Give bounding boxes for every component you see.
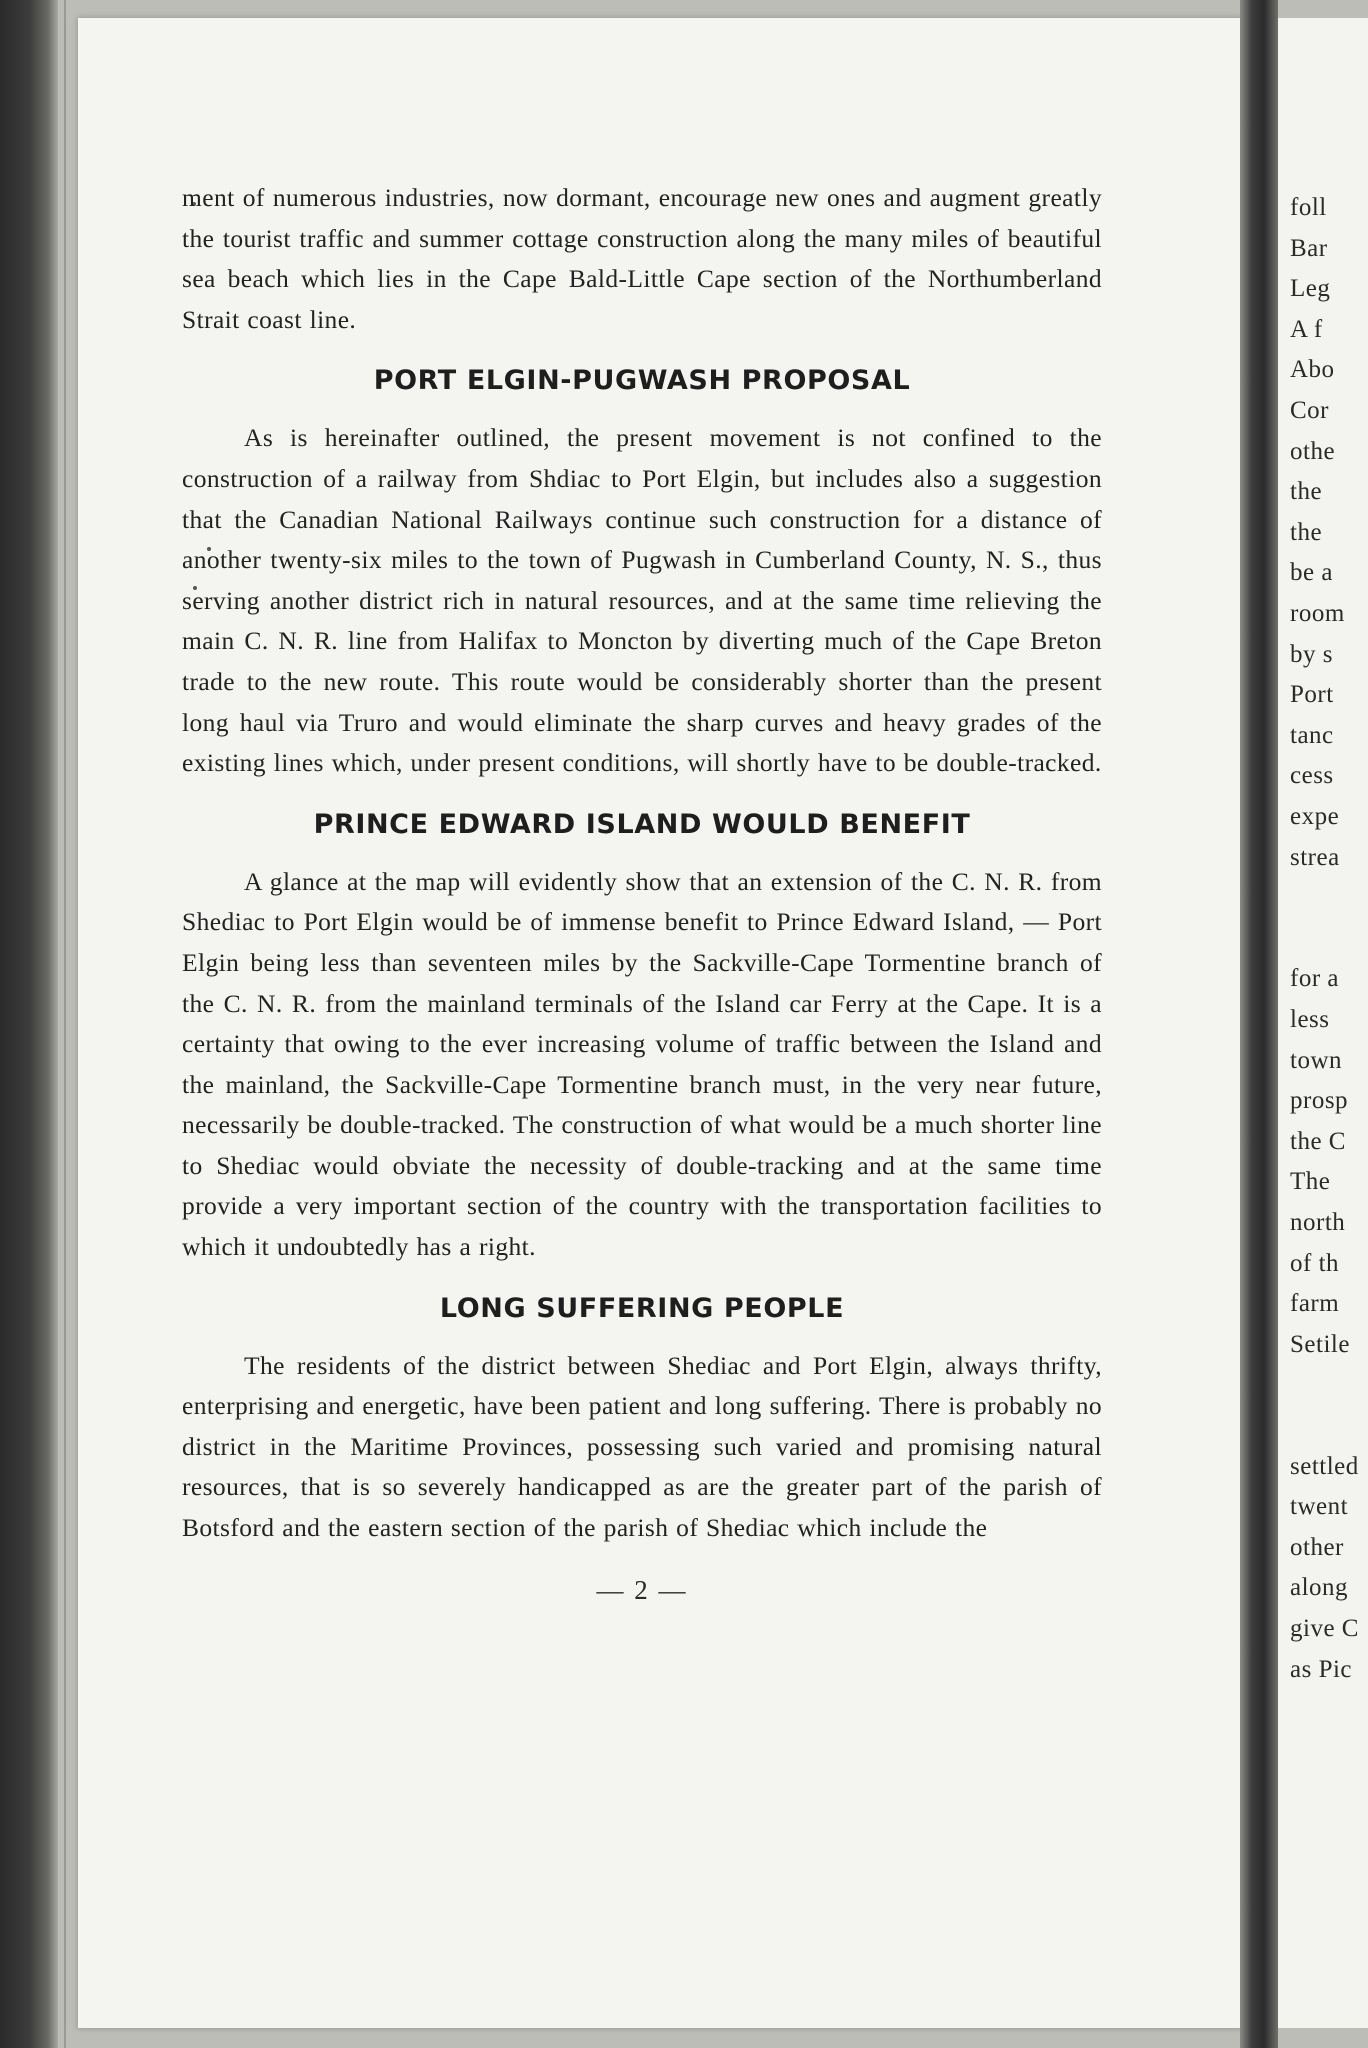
section-paragraph-long-suffering-people: The residents of the district between Shediac and Port Elgin, always thrifty, enterprising and energetic, have been patient and long suffering. There is probably no district in the Maritime Provinces, possessing such varied and promising natural resources, that is so severely handicapped as are the greater part of the parish of Botsford and the eastern section of the parish of Shediac which include the [182,1350,1102,1543]
next-page-line-fragment: north [1290,1209,1346,1236]
section-heading-prince-edward-island: PRINCE EDWARD ISLAND WOULD BENEFIT [313,808,971,840]
next-page-line-fragment: room [1290,600,1345,627]
next-page-line-fragment: tanc [1290,721,1334,749]
next-page-line-fragment: other [1290,1533,1344,1561]
next-page-line-fragment: Setile [1290,1330,1350,1358]
page-content [182,178,1102,1606]
next-page-line-fragment: Port [1290,681,1334,709]
binding-shadow [0,0,58,2048]
next-page-edge [1278,18,1368,2028]
section-heading-port-elgin-pugwash: PORT ELGIN-PUGWASH PROPOSAL [373,365,911,397]
next-page-line-fragment: The [1290,1168,1331,1196]
page-number: — 2 — [596,1574,688,1605]
next-page-line-fragment: farm [1290,1290,1340,1318]
next-page-line-fragment: foll [1290,194,1327,221]
next-page-line-fragment: the [1290,518,1323,546]
next-page-line-fragment: expe [1290,803,1340,830]
next-page-line-fragment: Abo [1290,356,1335,384]
next-page-line-fragment: by s [1290,640,1333,668]
next-page-line-fragment: A f [1290,315,1323,343]
page-edge-line [64,0,66,2048]
next-page-line-fragment: prosp [1290,1087,1349,1115]
next-page-line-fragment: Leg [1290,275,1331,303]
next-page-line-fragment: of th [1290,1249,1340,1277]
book-spine-shadow [1240,0,1278,2048]
next-page-line-fragment: for a [1290,965,1339,993]
next-page-line-fragment: Bar [1290,234,1328,262]
next-page-line-fragment: less [1290,1006,1330,1033]
next-page-line-fragment: along [1290,1574,1349,1602]
next-page-line-fragment: strea [1290,843,1340,871]
section-heading-long-suffering-people: LONG SUFFERING PEOPLE [439,1292,845,1324]
next-page-line-fragment: Cor [1290,397,1329,424]
next-page-line-fragment: cess [1290,762,1334,790]
next-page-line-fragment: twent [1290,1493,1349,1521]
next-page-line-fragment: give C [1290,1615,1359,1642]
next-page-line-fragment: as Pic [1290,1655,1353,1683]
continued-paragraph: ment of numerous industries, now dormant, encourage new ones and augment greatly the tourist traffic and summer cottage construction along the many miles of beautiful sea beach which lies in the Cape Bald-Little Cape section of the Northumberland Strait coast line. [182,183,1102,334]
section-paragraph-port-elgin-pugwash: As is hereinafter outlined, the present movement is not confined to the construction of a railway from Shdiac to Port Elgin, but includes also a suggestion that the Canadian National Railways continue such construction for a distance of another twenty-six miles to the town of Pugwash in Cumberland County, N. S., thus serving another district rich in natural resources, and at the same time relieving the main C. N. R. line from Halifax to Moncton by diverting much of the Cape Breton trade to the new route. This route would be considerably shorter than the present long haul via Truro and would eliminate the sharp curves and heavy grades of the existing lines which, under present conditions, will shortly have to be double-tracked. [182,423,1102,778]
next-page-line-fragment: be a [1290,559,1333,587]
next-page-line-fragment: the C [1290,1127,1346,1155]
next-page-line-fragment: the [1290,478,1323,506]
section-paragraph-prince-edward-island: A glance at the map will evidently show that an extension of the C. N. R. from Shediac to Port Elgin would be of immense benefit to Prince Edward Island, — Port Elgin being less than seventeen miles by the Sackville-Cape Tormentine branch of the C. N. R. from the mainland terminals of the Island car Ferry at the Cape. It is a certainty that owing to the ever increasing volume of traffic between the Island and the mainland, the Sackville-Cape Tormentine branch must, in the very near future, necessarily be double-tracked. The construction of what would be a much shorter line to Shediac would obviate the necessity of double-tracking and at the same time provide a very important section of the country with the transportation facilities to which it undoubtedly has a right. [182,866,1102,1262]
next-page-line-fragment: othe [1290,437,1336,465]
next-page-line-fragment: town [1290,1046,1342,1074]
next-page-line-fragment: settled [1290,1452,1359,1480]
